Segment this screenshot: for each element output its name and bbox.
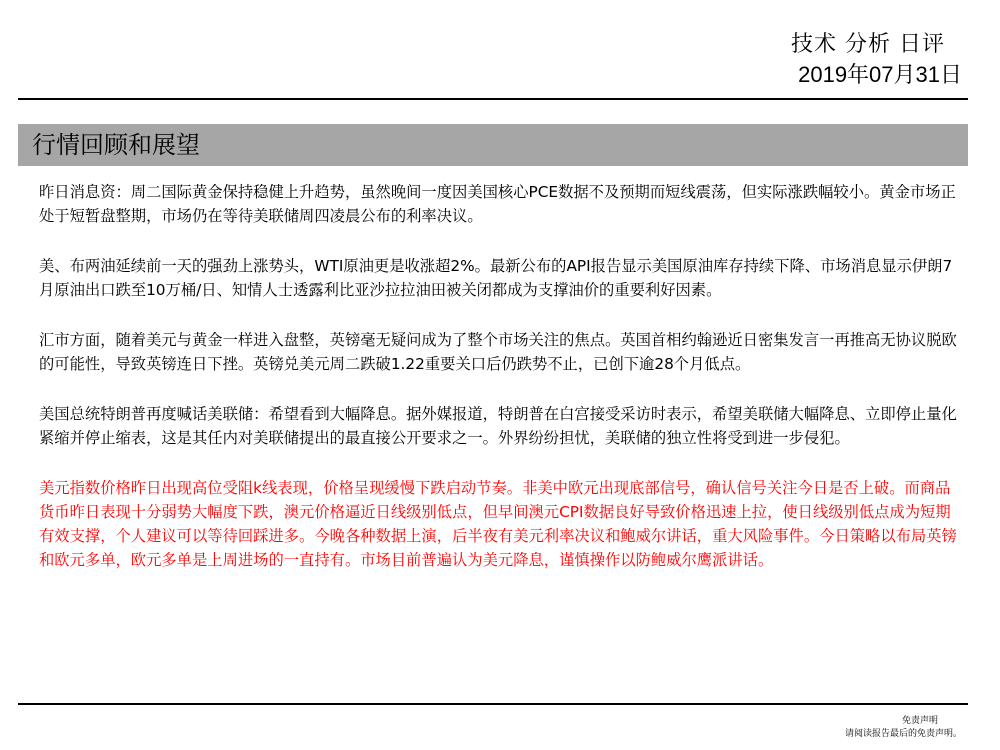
disclaimer-title: 免责声明 <box>901 716 938 726</box>
paragraph-forex-news: 汇市方面，随着美元与黄金一样进入盘整，英镑毫无疑问成为了整个市场关注的焦点。英国首相约翰逊近日密集发言一再推高无协议脱欧的可能性，导致英镑连日下挫。英镑兑美元周二跌破1.22重要关口后仍跌势不止，已创下逾28个月低点。 <box>39 331 957 373</box>
report-title: 技术 分析 日评 <box>791 32 945 57</box>
section-header-bar <box>18 124 968 166</box>
paragraph-strategy: 美元指数价格昨日出现高位受阻k线表现，价格呈现缓慢下跌启动节奏。非美中欧元出现底部信号，确认信号关注今日是否上破。而商品货币昨日表现十分弱势大幅度下跌，澳元价格逼近日线级别低点，但早间澳元CPI数据良好导致价格迅速上拉，使日线级别低点成为短期有效支撑，个人建议可以等待回踩进多。今晚各种数据上演，后半夜有美元利率决议和鲍威尔讲话，重大风险事件。今日策略以布局英镑和欧元多单，欧元多单是上周进场的一直持有。市场目前普遍认为美元降息，谨慎操作以防鲍威尔鹰派讲话。 <box>39 479 957 569</box>
report-date: 2019年07月31日 <box>798 62 962 87</box>
content-body <box>39 180 964 598</box>
bottom-divider <box>18 703 968 705</box>
paragraph-oil-news: 美、布两油延续前一天的强劲上涨势头，WTI原油更是收涨超2%。最新公布的API报告显示美国原油库存持续下降、市场消息显示伊朗7月原油出口跌至10万桶/日、知情人士透露利比亚沙拉拉油田被关闭都成为支撑油价的重要利好因素。 <box>39 257 953 299</box>
disclaimer-text: 请阅读报告最后的免责声明。 <box>844 729 962 739</box>
paragraph-gold-news: 昨日消息资：周二国际黄金保持稳健上升趋势，虽然晚间一度因美国核心PCE数据不及预期而短线震荡，但实际涨跌幅较小。黄金市场正处于短暂盘整期，市场仍在等待美联储周四凌晨公布的利率决议。 <box>39 183 956 225</box>
paragraph-fed-news: 美国总统特朗普再度喊话美联储：希望看到大幅降息。据外媒报道，特朗普在白宫接受采访时表示，希望美联储大幅降息、立即停止量化紧缩并停止缩表，这是其任内对美联储提出的最直接公开要求之一。外界纷纷担忧，美联储的独立性将受到进一步侵犯。 <box>39 405 957 447</box>
section-title: 行情回顾和展望 <box>32 131 200 159</box>
top-divider <box>18 98 968 100</box>
